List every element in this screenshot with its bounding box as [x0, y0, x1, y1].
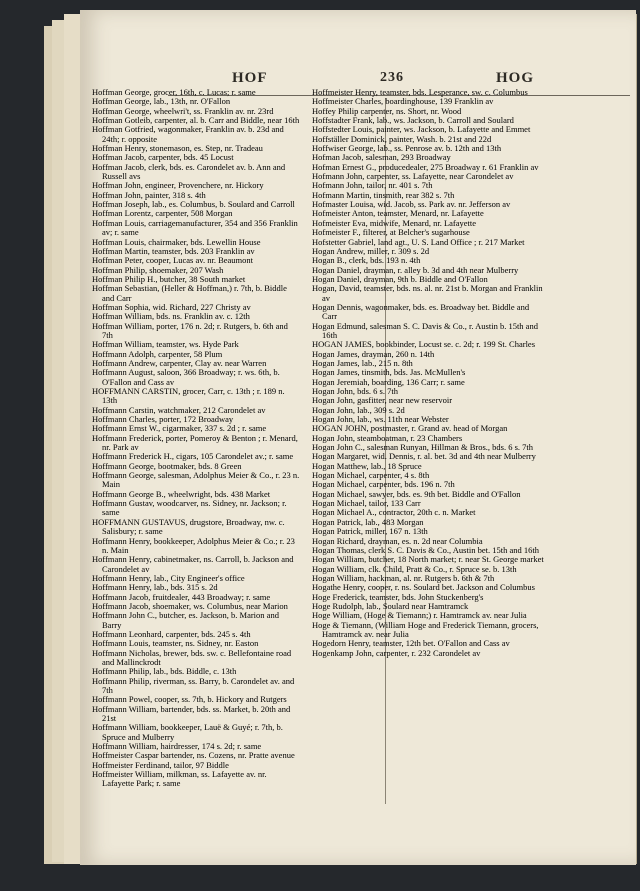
right-column	[312, 88, 546, 800]
directory-entry: Hoffmann Carstin, watchmaker, 212 Carondelet av	[92, 404, 266, 415]
directory-entry: Hoffmann Jacob, fruitdealer, 443 Broadway; r. same	[92, 591, 271, 602]
directory-entry: Hoffmann Philip, lab., bds. Biddle, c. 13th	[92, 666, 237, 677]
directory-entry: Hoffman Martin, teamster, bds. 203 Franklin av	[92, 245, 255, 256]
directory-entry: Hoffman Henry, stonemason, es. Step, nr. Tradeau	[92, 143, 263, 154]
directory-entry: Hoffman William, teamster, ws. Hyde Park	[92, 339, 239, 350]
header-right-guide-word: HOG	[496, 70, 535, 86]
directory-entry: Hofmeister F., filterer, at Belcher's sugarhouse	[312, 227, 470, 238]
directory-entry: Hoffmann William, hairdresser, 174 s. 2d; r. same	[92, 741, 262, 752]
directory-entry: Hoffmann Henry, bookkeeper, Adolphus Meier & Co.; r. 23 n. Main	[92, 535, 295, 555]
directory-entry: Hogan Edmund, salesman S. C. Davis & Co., r. Austin b. 15th and 16th	[312, 320, 538, 340]
directory-entry: Hoffmann Henry, lab., City Engineer's office	[92, 572, 245, 583]
directory-entry: Hoffman Lorentz, carpenter, 508 Morgan	[92, 208, 233, 219]
directory-entry: Hogan Patrick, lab., 483 Morgan	[312, 516, 424, 527]
directory-entry: HOGAN JOHN, postmaster, r. Grand av. head of Morgan	[312, 423, 508, 434]
directory-entry: Hoffwiser George, lab., ss. Penrose av. b. 12th and 13th	[312, 143, 502, 154]
directory-entry: Hoffmann Charles, porter, 172 Broadway	[92, 414, 234, 425]
directory-entry: Hoffman Louis, chairmaker, bds. Lewellin House	[92, 236, 261, 247]
directory-entry: Hoffmann Philip, riverman, ss. Barry, b. Carondelet av. and 7th	[92, 675, 295, 695]
directory-entry: Hofstetter Gabriel, land agt., U. S. Land Office ; r. 217 Market	[312, 236, 525, 247]
directory-entry: Hoffman Sebastian, (Heller & Hoffman,) r. 7th, b. Biddle and Carr	[92, 283, 287, 303]
directory-entry: Hoffman Philip H., butcher, 38 South market	[92, 273, 246, 284]
header-left-guide-word: HOF	[232, 70, 268, 86]
directory-entry: HOGAN JAMES, bookbinder, Locust se. c. 2d; r. 199 St. Charles	[312, 339, 536, 350]
directory-entry: Hofmann Martin, tinsmith, rear 382 s. 7th	[312, 189, 455, 200]
directory-entry: Hoffmann Leonhard, carpenter, bds. 245 s. 4th	[92, 628, 251, 639]
directory-entry: Hoffman Louis, carriagemanufacturer, 354 and 356 Franklin av; r. same	[92, 217, 298, 238]
directory-entry: Hoffman Joseph, lab., es. Columbus, b. Soulard and Carroll	[92, 199, 295, 210]
directory-entry: Hoffmann George B., wheelwright, bds. 438 Market	[92, 488, 271, 499]
directory-entry: Hoge & Tiemann, (William Hoge and Frederick Tiemann, grocers, Hamtramck av. near Julia	[312, 619, 539, 639]
directory-entry: Hoffställer Dominick, painter, Wash. b. 21st and 22d	[312, 133, 492, 144]
directory-entry: Hoffman William, porter, 176 n. 2d; r. Rutgers, b. 6th and 7th	[92, 320, 288, 340]
directory-entry: Hoffstadter Frank, lab., ws. Jackson, b. Carroll and Soulard	[312, 115, 514, 126]
directory-entry: Hoffmeister Ferdinand, tailor, 97 Biddle	[92, 759, 229, 770]
directory-entry: HOFFMANN GUSTAVUS, drugstore, Broadway, nw. c. Salisbury; r. same	[92, 516, 285, 537]
directory-entry: Hoffman Peter, cooper, Lucas av. nr. Beaumont	[92, 255, 254, 266]
directory-entry: Hoffman George, lab., 13th, nr. O'Fallon	[92, 96, 231, 107]
directory-entry: Hoffman Sophia, wid. Richard, 227 Christy av	[92, 301, 251, 312]
directory-entry: Hofman Ernest G., producedealer, 275 Broadway r. 61 Franklin av	[312, 161, 539, 172]
directory-entry: Hogan Dennis, wagonmaker, bds. es. Broadway bet. Biddle and Carr	[312, 301, 530, 322]
directory-entry: Hogan James, tinsmith, bds. Jas. McMullen's	[312, 367, 466, 378]
directory-entry: Hoffmann Jacob, shoemaker, ws. Columbus, near Marion	[92, 600, 288, 611]
directory-entry: Hogenkamp John, carpenter, r. 232 Carondelet av	[312, 647, 481, 658]
directory-entry: Hoffmeister Caspar bartender, ns. Cozens, nr. Pratte avenue	[92, 750, 295, 761]
left-column	[92, 88, 300, 800]
directory-entry: Hogan Michael, sawyer, bds. es. 9th bet. Biddle and O'Fallon	[312, 488, 521, 499]
directory-entry: Hogan Richard, drayman, es. n. 2d near Columbia	[312, 535, 483, 546]
directory-entry: Hoffmann Louis, teamster, ns. Sidney, nr. Easton	[92, 638, 259, 649]
directory-entry: Hogan John, gasfitter, near new reservoir	[312, 395, 453, 406]
directory-entry: Hogan John, bds. 6 s. 7th	[312, 386, 398, 396]
directory-entry: Hoffmann Ernst W., cigarmaker, 337 s. 2d ; r. same	[92, 423, 267, 434]
directory-entry: Hogan John, lab., 309 s. 2d	[312, 404, 405, 415]
directory-entry: Hoffmann William, bartender, bds. ss. Market, b. 20th and 21st	[92, 703, 291, 724]
directory-entry: Hoffman George, grocer, 16th, c. Lucas; r. same	[92, 88, 256, 97]
directory-entry: Hoffstedter Louis, painter, ws. Jackson, b. Lafayette and Emmet	[312, 124, 531, 135]
directory-entry: Hogan, David, teamster, bds. ns. al. nr. 21st b. Morgan and Franklin av	[312, 283, 543, 303]
directory-entry: Hoffman Jacob, carpenter, bds. 45 Locust	[92, 152, 234, 163]
directory-entry: Hoffey Philip carpenter, ns. Short, nr. Wood	[312, 105, 462, 116]
directory-entry: Hoffmann Frederick, porter, Pomeroy & Benton ; r. Menard, nr. Park av	[92, 432, 298, 453]
directory-entry: Hogedorn Henry, teamster, 12th bet. O'Fallon and Cass av	[312, 638, 510, 649]
directory-entry: Hoffmann Powel, cooper, ss. 7th, b. Hickory and Rutgers	[92, 694, 287, 705]
directory-entry: Hogan William, clk. Child, Pratt & Co., r. Spruce se. b. 13th	[312, 563, 517, 574]
directory-entry: Hofmaster Louisa, wid. Jacob, ss. Park av. nr. Jefferson av	[312, 199, 511, 210]
directory-entry: Hogan Andrew, miller, r. 309 s. 2d	[312, 245, 430, 256]
directory-entry: Hoffman Gotleib, carpenter, al. b. Carr and Biddle, near 16th	[92, 115, 300, 126]
directory-entry: Hoffmann Frederick H., cigars, 105 Carondelet av.; r. same	[92, 451, 294, 462]
directory-entry: Hogan William, butcher, 18 North market; r. near St. George market	[312, 554, 544, 565]
directory-entry: Hofmann John, carpenter, ss. Lafayette, near Carondelet av	[312, 171, 514, 182]
directory-entry: Hogan James, lab., 215 n. 8th	[312, 357, 413, 368]
directory-entry: Hoffmeister William, milkman, ss. Lafayette av. nr. Lafayette Park; r. same	[92, 769, 267, 789]
directory-entry: Hogathe Henry, cooper, r. ns. Soulard bet. Jackson and Columbus	[312, 582, 535, 593]
directory-entry: Hofmann John, tailor, nr. 401 s. 7th	[312, 180, 433, 191]
directory-entry: Hoffman George, wheelwri't, ss. Franklin av. nr. 23rd	[92, 105, 274, 116]
directory-entry: Hoffman William, bds. ns. Franklin av. c. 12th	[92, 311, 250, 322]
directory-entry: HOFFMANN CARSTIN, grocer, Carr, c. 13th ; r. 189 n. 13th	[92, 386, 285, 406]
directory-entry: Hoffmann John C., butcher, es. Jackson, b. Marion and Barry	[92, 610, 279, 630]
directory-entry: Hoffmann George, salesman, Adolphus Meier & Co., r. 23 n. Main	[92, 470, 300, 490]
directory-entry: Hogan John C., salesman Runyan, Hillman & Bros., bds. 6 s. 7th	[312, 442, 533, 453]
directory-entry: Hogan Michael, tailor, 133 Carr	[312, 498, 421, 509]
directory-entry: Hogan Daniel, drayman, r. alley b. 3d and 4th near Mulberry	[312, 264, 519, 275]
directory-entry: Hoffmann Adolph, carpenter, 58 Plum	[92, 348, 223, 359]
directory-entry: Hoffmann Nicholas, brewer, bds. sw. c. Bellefontaine road and Mallinckrodt	[92, 647, 292, 667]
directory-entry: Hogan John, lab., ws. 11th near Webster	[312, 414, 449, 425]
directory-entry: Hoffmeister Henry, teamster, bds. Lesperance, sw. c. Columbus	[312, 88, 528, 97]
directory-entry: Hogan Michael A., contractor, 20th c. n. Market	[312, 507, 476, 518]
directory-entry: Hogan Daniel, drayman, 9th b. Biddle and O'Fallon	[312, 273, 488, 284]
directory-entry: Hoffmann Gustav, woodcarver, ns. Sidney, nr. Jackson; r. same	[92, 498, 287, 518]
directory-entry: Hoffmann William, bookkeeper, Lauë & Guyé; r. 7th, b. Spruce and Mulberry	[92, 722, 283, 742]
directory-entry: Hogan Michael, carpenter, bds. 196 n. 7th	[312, 479, 455, 490]
directory-entry: Hoffmeister Charles, boardinghouse, 139 Franklin av	[312, 96, 494, 107]
directory-entry: Hogan John, steamboatman, r. 23 Chambers	[312, 432, 463, 443]
directory-entry: Hofmeister Anton, teamster, Menard, nr. Lafayette	[312, 208, 484, 219]
directory-entry: Hoffman Philip, shoemaker, 207 Wash	[92, 264, 224, 275]
directory-entry: Hoge Rudolph, lab., Soulard near Hamtramck	[312, 600, 469, 611]
directory-entry: Hofman Jacob, salesman, 293 Broadway	[312, 152, 451, 163]
directory-entry: Hoge William, (Hoge & Tiemann;) r. Hamtramck av. near Julia	[312, 610, 527, 621]
directory-entry: Hogan James, drayman, 260 n. 14th	[312, 348, 435, 359]
directory-entry: Hofmeister Eva, midwife, Menard, nr. Lafayette	[312, 217, 477, 228]
directory-entry: Hoffman Jacob, clerk, bds. es. Carondelet av. b. Ann and Russell avs	[92, 161, 286, 182]
directory-entry: Hoffmann August, saloon, 366 Broadway; r. ws. 6th, b. O'Fallon and Cass av	[92, 367, 280, 387]
directory-entry: Hoffmann Henry, lab., bds. 315 s. 2d	[92, 582, 218, 593]
directory-entry: Hogan Thomas, clerk S. C. Davis & Co., Austin bet. 15th and 16th	[312, 544, 539, 555]
directory-entry: Hoffman John, painter, 318 s. 4th	[92, 189, 206, 200]
page-number: 236	[380, 70, 404, 85]
directory-entry: Hogan Patrick, miller, 167 n. 13th	[312, 526, 428, 537]
directory-entry: Hoge Frederick, teamster, bds. John Stuckenberg's	[312, 591, 484, 602]
directory-entry: Hogan Matthew, lab., 18 Spruce	[312, 460, 422, 471]
directory-entry: Hoffmann Henry, cabinetmaker, ns. Carroll, b. Jackson and Carondelet av	[92, 554, 294, 574]
directory-entry: Hogan B., clerk, bds. 193 n. 4th	[312, 255, 421, 266]
directory-entry: Hogan Margaret, wid. Dennis, r. al. bet. 3d and 4th near Mulberry	[312, 451, 536, 462]
directory-entry: Hoffmann Andrew, carpenter, Clay av. near Warren	[92, 357, 267, 368]
directory-entry: Hoffman Gotfried, wagonmaker, Franklin av. b. 23d and 24th; r. opposite	[92, 124, 284, 144]
directory-entry: Hogan William, hackman, al. nr. Rutgers b. 6th & 7th	[312, 572, 495, 583]
directory-entry: Hogan Jeremiah, boarding, 136 Carr; r. same	[312, 376, 465, 387]
directory-entry: Hoffman John, engineer, Provenchere, nr. Hickory	[92, 180, 264, 191]
directory-entry: Hogan Michael, carpenter, 4 s. 8th	[312, 470, 430, 481]
directory-entry: Hoffmann George, bootmaker, bds. 8 Green	[92, 460, 242, 471]
